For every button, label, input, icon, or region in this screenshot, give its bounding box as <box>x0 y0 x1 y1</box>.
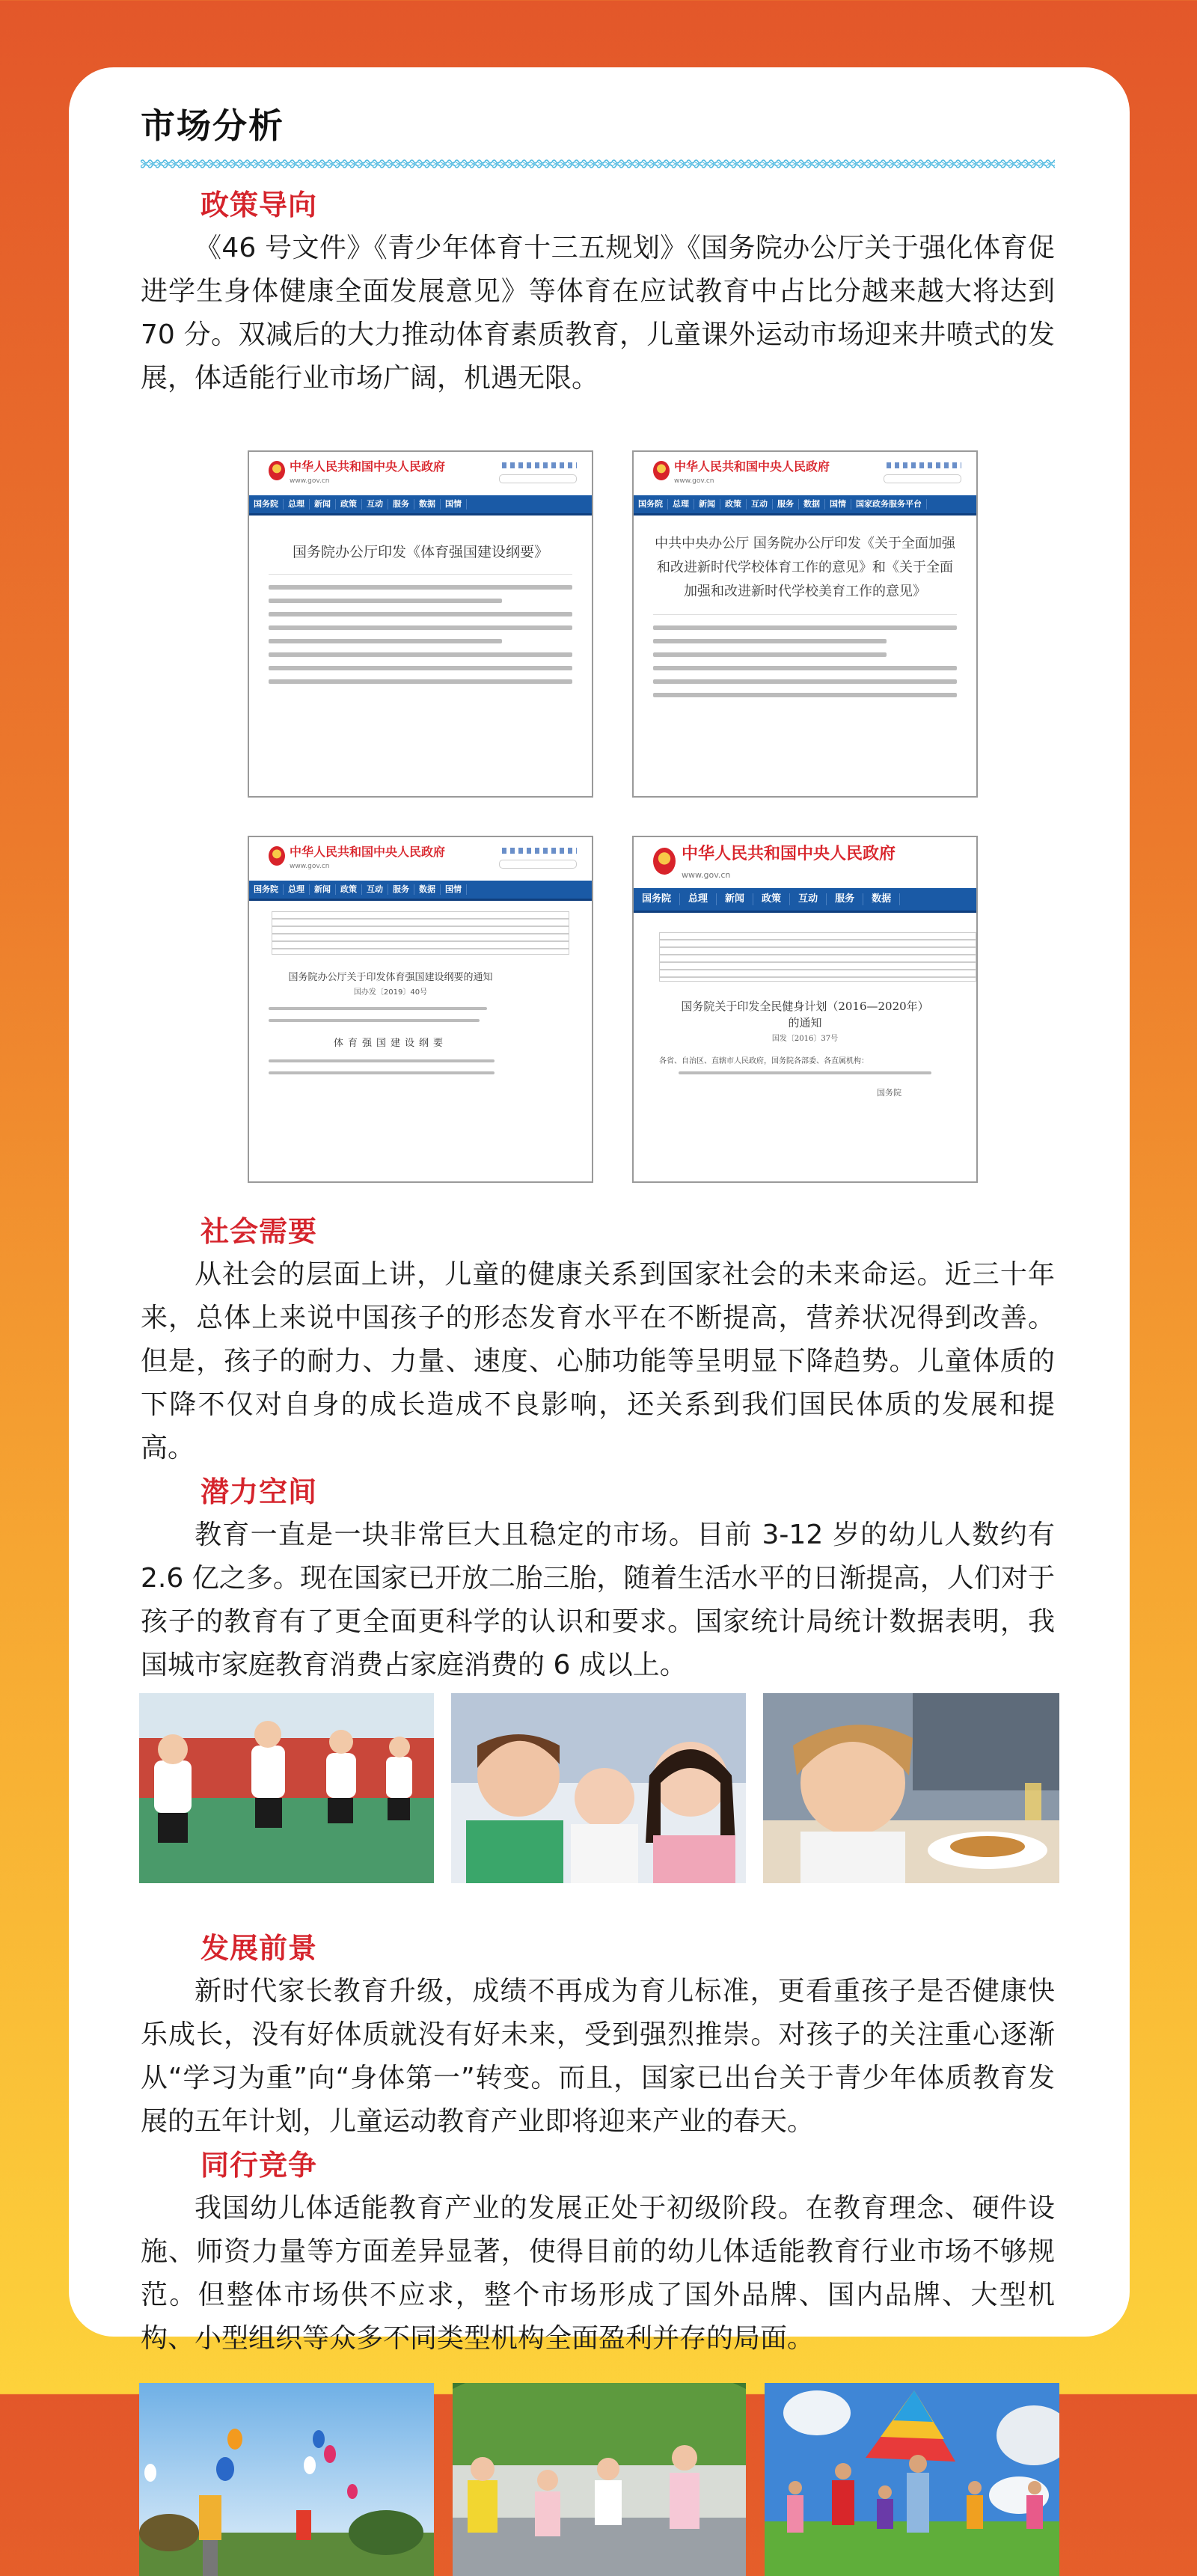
doc-signer: 国务院 <box>877 1088 901 1098</box>
nav-item: 新闻 <box>694 499 720 510</box>
nav-item: 国务院 <box>634 893 680 905</box>
nav-item: 国务院 <box>634 499 668 510</box>
nav-item: 服务 <box>388 884 414 895</box>
nav-item: 数据 <box>414 499 441 510</box>
nav-item: 政策 <box>753 893 790 905</box>
doc-screenshot-3 <box>248 836 593 1183</box>
nav-item: 政策 <box>336 884 362 895</box>
national-emblem-icon <box>653 848 676 875</box>
doc-title: 国务院办公厅印发《体育强国建设纲要》 <box>292 544 548 560</box>
site-url: www.gov.cn <box>674 477 714 485</box>
section-body-social: 从社会的层面上讲，儿童的健康关系到国家社会的未来命运。近三十年来，总体上来说中国孩子的形态发育水平在不断提高，营养状况得到改善。但是，孩子的耐力、力量、速度、心肺功能等呈明显下降趋势。儿童体质的下降不仅对自身的成长造成不良影响，还关系到我们国民体质的发展和提高。 <box>141 1259 1055 1463</box>
doc-screenshot-4 <box>632 836 978 1183</box>
doc-screenshot-1 <box>248 450 593 798</box>
nav-item: 政策 <box>720 499 747 510</box>
nav-item: 服务 <box>388 499 414 510</box>
nav-item: 政策 <box>336 499 362 510</box>
nav-item: 国情 <box>441 884 467 895</box>
content-column <box>141 183 1055 2576</box>
doc-subtitle: 体育强国建设纲要 <box>333 1038 447 1049</box>
section-body-policy: 《46 号文件》《青少年体育十三五规划》《国务院办公厅关于强化体育促进学生身体健康全面发展意见》等体育在应试教育中占比分越来越大将达到 70 分。双减后的大力推动体育素质教育，儿童课外运动市场迎来井喷式的发展，体适能行业市场广阔，机遇无限。 <box>141 233 1055 394</box>
doc-screenshot-2 <box>632 450 978 798</box>
nav-item: 总理 <box>284 499 310 510</box>
section-body-prospects: 新时代家长教育升级，成绩不再成为育儿标准，更看重孩子是否健康快乐成长，没有好体质就没有好未来，受到强烈推崇。对孩子的关注重心逐渐从“学习为重”向“身体第一”转变。而且，国家已出台关于青少年体质教育发展的五年计划，儿童运动教育产业即将迎来产业的春天。 <box>141 1976 1055 2137</box>
nav-item: 互动 <box>362 884 388 895</box>
doc-greeting: 各省、自治区、直辖市人民政府，国务院各部委、各直属机构： <box>659 1057 869 1065</box>
site-url: www.gov.cn <box>290 477 330 485</box>
photo-children-lying-together <box>451 1693 746 1883</box>
national-emblem-icon <box>269 846 285 866</box>
doc-number: 国办发〔2019〕40号 <box>353 988 428 997</box>
site-name: 中华人民共和国中央人民政府 <box>674 459 830 474</box>
photo-girl-at-dinner-table <box>763 1693 1059 1883</box>
photo-kids-exercising-on-track <box>139 1693 434 1883</box>
section-body-potential: 教育一直是一块非常巨大且稳定的市场。目前 3-12 岁的幼儿人数约有 2.6 亿之多。现在国家已开放二胎三胎，随着生活水平的日渐提高，人们对于孩子的教育有了更全面更科学的认识和要求。国家统计局统计数据表明，我国城市家庭教育消费占家庭消费的 6 成以上。 <box>141 1520 1055 1680</box>
nav-item: 新闻 <box>310 884 336 895</box>
photo-kids-flying-kite <box>765 2383 1059 2576</box>
nav-item: 数据 <box>799 499 825 510</box>
doc-number: 国发〔2016〕37号 <box>771 1035 839 1043</box>
nav-item: 总理 <box>284 884 310 895</box>
nav-item: 新闻 <box>717 893 753 905</box>
national-emblem-icon <box>269 461 285 480</box>
nav-item: 数据 <box>863 893 900 905</box>
nav-item: 互动 <box>747 499 773 510</box>
site-name: 中华人民共和国中央人民政府 <box>682 845 896 863</box>
photo-row-2 <box>139 2383 1059 2576</box>
site-url: www.gov.cn <box>290 863 330 870</box>
site-name: 中华人民共和国中央人民政府 <box>290 459 446 474</box>
site-nav <box>634 495 976 515</box>
section-heading-competition: 同行竞争 <box>200 2149 318 2182</box>
page-title: 市场分析 <box>141 105 284 146</box>
doc-title: 国务院关于印发全民健身计划（2016—2020年）的通知 <box>681 1000 929 1030</box>
site-url: www.gov.cn <box>682 870 731 880</box>
photo-row-1 <box>139 1693 1059 1883</box>
nav-item: 国情 <box>441 499 467 510</box>
site-name: 中华人民共和国中央人民政府 <box>290 845 446 859</box>
site-nav <box>249 495 592 515</box>
doc-title: 国务院办公厅关于印发体育强国建设纲要的通知 <box>288 972 493 983</box>
doc-title: 中共中央办公厅 国务院办公厅印发《关于全面加强和改进新时代学校体育工作的意见》和《关于全面加强和改进新时代学校美育工作的意见》 <box>655 536 955 599</box>
nav-item: 服务 <box>827 893 863 905</box>
nav-item: 新闻 <box>310 499 336 510</box>
nav-item: 国务院 <box>249 499 284 510</box>
wave-divider <box>141 159 1055 169</box>
national-emblem-icon <box>653 461 670 480</box>
site-nav <box>634 888 976 913</box>
nav-item: 国家政务服务平台 <box>851 499 927 510</box>
nav-item: 总理 <box>668 499 694 510</box>
section-heading-social: 社会需要 <box>200 1215 318 1248</box>
section-heading-potential: 潜力空间 <box>200 1475 318 1508</box>
nav-item: 国务院 <box>249 884 284 895</box>
photo-kids-running-on-road <box>453 2383 746 2576</box>
section-heading-prospects: 发展前景 <box>200 1932 318 1965</box>
nav-item: 互动 <box>790 893 827 905</box>
nav-item: 总理 <box>680 893 717 905</box>
nav-item: 服务 <box>773 499 799 510</box>
site-nav <box>249 881 592 901</box>
nav-item: 数据 <box>414 884 441 895</box>
section-heading-policy: 政策导向 <box>200 189 318 221</box>
section-body-competition: 我国幼儿体适能教育产业的发展正处于初级阶段。在教育理念、硬件设施、师资力量等方面差异显著，使得目前的幼儿体适能教育行业市场不够规范。但整体市场供不应求，整个市场形成了国外品牌、国内品牌、大型机构、小型组织等众多不同类型机构全面盈利并存的局面。 <box>141 2193 1055 2354</box>
doc-screenshots <box>248 450 1055 1183</box>
nav-item: 互动 <box>362 499 388 510</box>
photo-kids-with-balloons <box>139 2383 434 2576</box>
nav-item: 国情 <box>825 499 851 510</box>
